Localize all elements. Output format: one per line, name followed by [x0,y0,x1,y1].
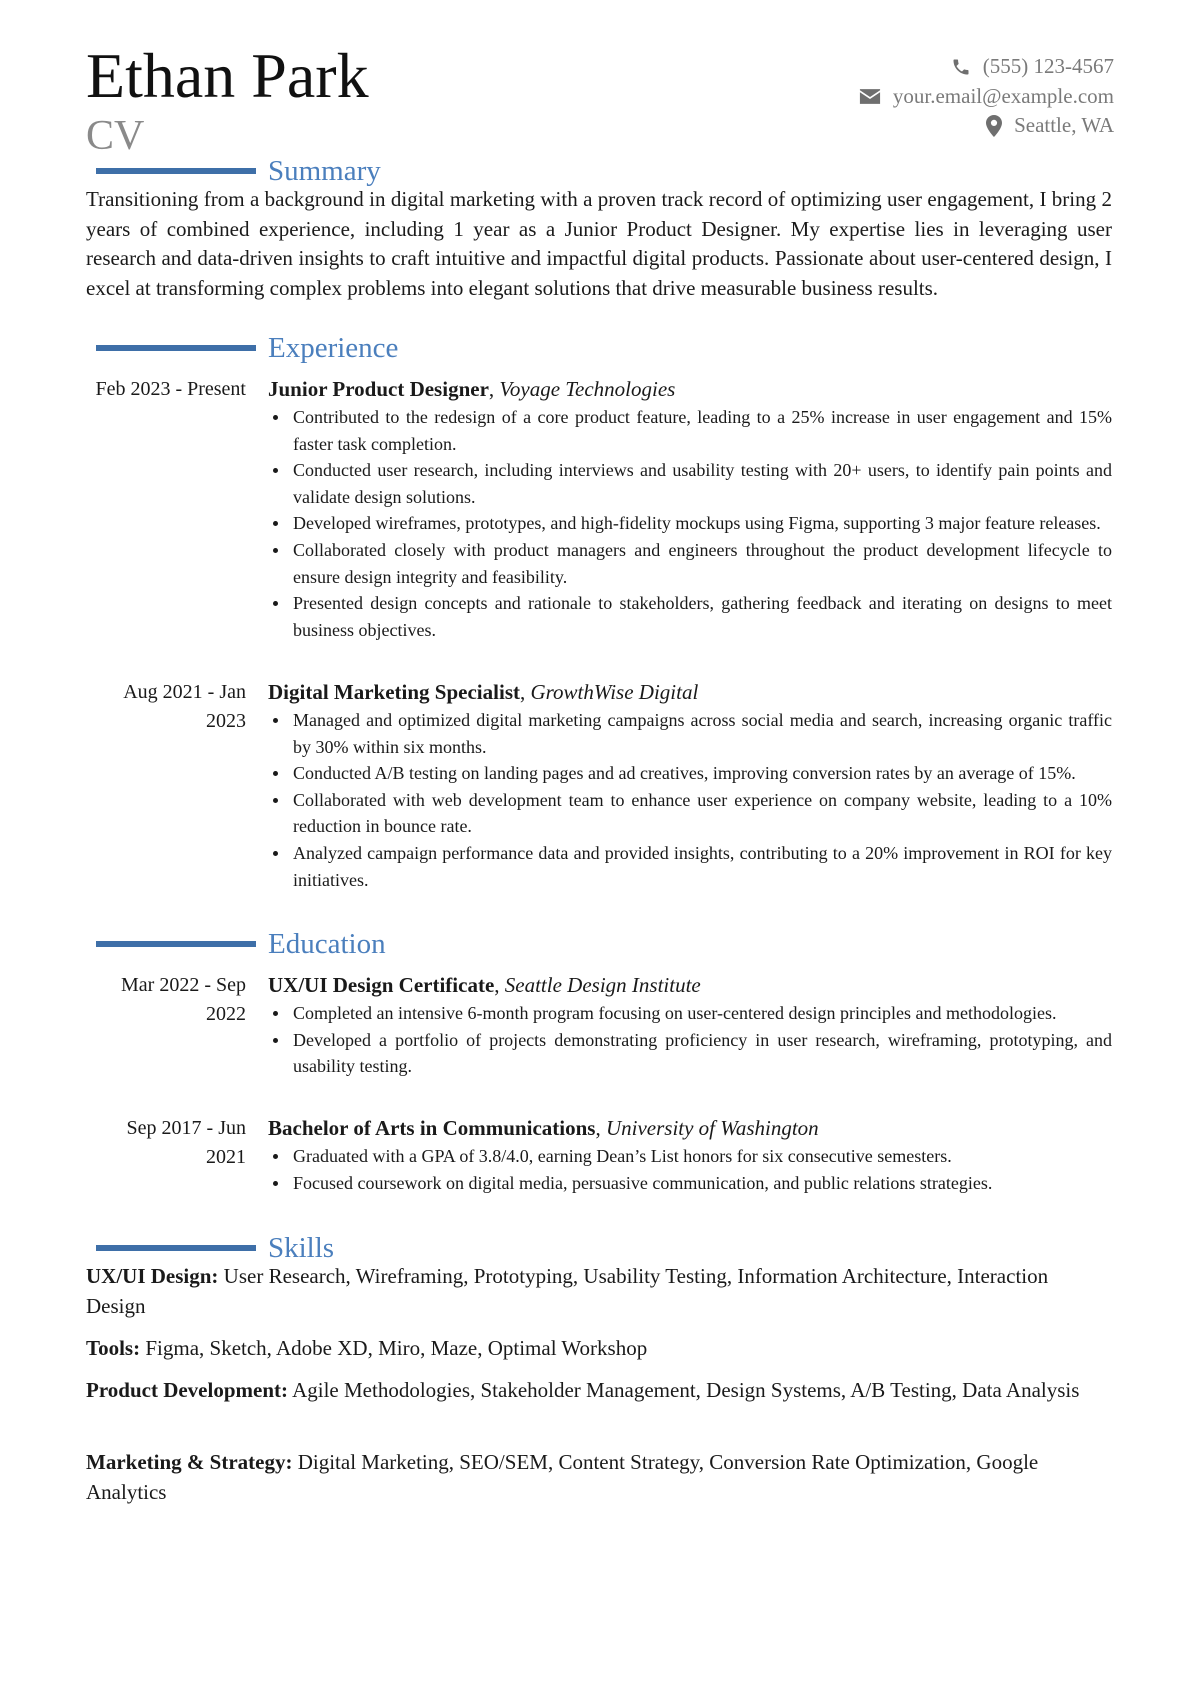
list-item: Focused coursework on digital media, persuasive communication, and public relations strategies. [293,1170,1112,1197]
list-item: Managed and optimized digital marketing campaigns across social media and search, increasing organic traffic by 30% within six months. [293,707,1112,760]
map-pin-icon [986,115,1002,137]
skill-value: Figma, Sketch, Adobe XD, Miro, Maze, Optimal Workshop [145,1336,648,1360]
section-title-education: Education [268,928,386,960]
skill-label: Marketing & Strategy: [86,1450,293,1474]
entry-bullets [268,707,1112,893]
list-item: Analyzed campaign performance data and provided insights, contributing to a 20% improvement in ROI for key initiatives. [293,840,1112,893]
entry-date: Aug 2021 - Jan 2023 [123,681,246,732]
location-text: Seattle, WA [1014,113,1114,138]
skill-value: Agile Methodologies, Stakeholder Management, Design Systems, A/B Testing, Data Analysis [292,1378,1080,1402]
section-header-education [96,927,386,961]
contact-phone [859,52,1114,82]
section-accent-bar [96,1245,256,1251]
skill-row [86,1334,1112,1364]
section-accent-bar [96,345,256,351]
entry-heading: Junior Product Designer, Voyage Technologies [268,377,676,401]
entry-bullets [268,1000,1112,1080]
phone-icon [951,57,971,77]
entry-organization: Voyage Technologies [499,377,676,401]
skill-row [86,1262,1112,1321]
skill-label: Tools: [86,1336,141,1360]
section-title-experience: Experience [268,332,399,364]
section-header-summary [96,154,381,188]
entry-role: Junior Product Designer [268,377,489,401]
entry-bullets [268,404,1112,643]
list-item: Developed a portfolio of projects demonstrating proficiency in user research, wireframing, prototyping, and usability testing. [293,1027,1112,1080]
section-accent-bar [96,168,256,174]
section-header-experience [96,331,398,365]
section-accent-bar [96,941,256,947]
entry-heading: UX/UI Design Certificate, Seattle Design Institute [268,973,701,997]
list-item: Presented design concepts and rationale to stakeholders, gathering feedback and iterating on designs to meet business objectives. [293,590,1112,643]
skill-value: User Research, Wireframing, Prototyping, Usability Testing, Information Architecture, Interaction Design [86,1264,1049,1318]
list-item: Contributed to the redesign of a core product feature, leading to a 25% increase in user engagement and 15% faster task completion. [293,404,1112,457]
contact-info [859,52,1114,141]
section-title-summary: Summary [268,155,381,187]
section-header-skills [96,1231,334,1265]
envelope-icon [859,88,881,105]
entry-date: Sep 2017 - Jun 2021 [126,1117,246,1168]
list-item: Conducted A/B testing on landing pages and ad creatives, improving conversion rates by an average of 15%. [293,760,1112,787]
contact-location [859,111,1114,141]
list-item: Conducted user research, including interviews and usability testing with 20+ users, to identify pain points and validate design solutions. [293,457,1112,510]
entry-organization: University of Washington [605,1116,819,1140]
list-item: Collaborated with web development team to enhance user experience on company website, leading to a 10% reduction in bounce rate. [293,787,1112,840]
skill-value: Digital Marketing, SEO/SEM, Content Strategy, Conversion Rate Optimization, Google Analytics [86,1450,1039,1504]
list-item: Collaborated closely with product managers and engineers throughout the product development lifecycle to ensure design integrity and feasibility. [293,537,1112,590]
document-subtitle: CV [86,113,145,159]
summary-text: Transitioning from a background in digital marketing with a proven track record of optimizing user engagement, I bring 2 years of combined experience, including 1 year as a Junior Product Designer. My expertise lies in leveraging user research and data-driven insights to craft intuitive and impactful digital products. Passionate about user-centered design, I excel at transforming complex problems into elegant solutions that drive measurable business results. [86,187,1112,300]
entry-role: Bachelor of Arts in Communications [268,1116,596,1140]
entry-heading: Digital Marketing Specialist, GrowthWise Digital [268,680,699,704]
skill-row [86,1448,1112,1507]
list-item: Developed wireframes, prototypes, and high-fidelity mockups using Figma, supporting 3 major feature releases. [293,510,1112,537]
skill-label: UX/UI Design: [86,1264,219,1288]
entry-role: UX/UI Design Certificate [268,973,495,997]
entry-organization: GrowthWise Digital [530,680,699,704]
list-item: Completed an intensive 6-month program focusing on user-centered design principles and methodologies. [293,1000,1112,1027]
entry-heading: Bachelor of Arts in Communications, University of Washington [268,1116,819,1140]
entry-organization: Seattle Design Institute [504,973,701,997]
list-item: Graduated with a GPA of 3.8/4.0, earning Dean’s List honors for six consecutive semesters. [293,1143,1112,1170]
section-title-skills: Skills [268,1232,335,1264]
person-name: Ethan Park [86,40,369,111]
entry-bullets [268,1143,1112,1196]
email-address[interactable]: your.email@example.com [892,83,1114,108]
entry-date: Feb 2023 - Present [95,378,246,400]
phone-number[interactable]: (555) 123-4567 [982,54,1114,79]
entry-date: Mar 2022 - Sep 2022 [121,974,246,1025]
contact-email [859,82,1114,112]
skill-label: Product Development: [86,1378,288,1402]
entry-role: Digital Marketing Specialist [268,680,520,704]
skill-row [86,1376,1112,1406]
